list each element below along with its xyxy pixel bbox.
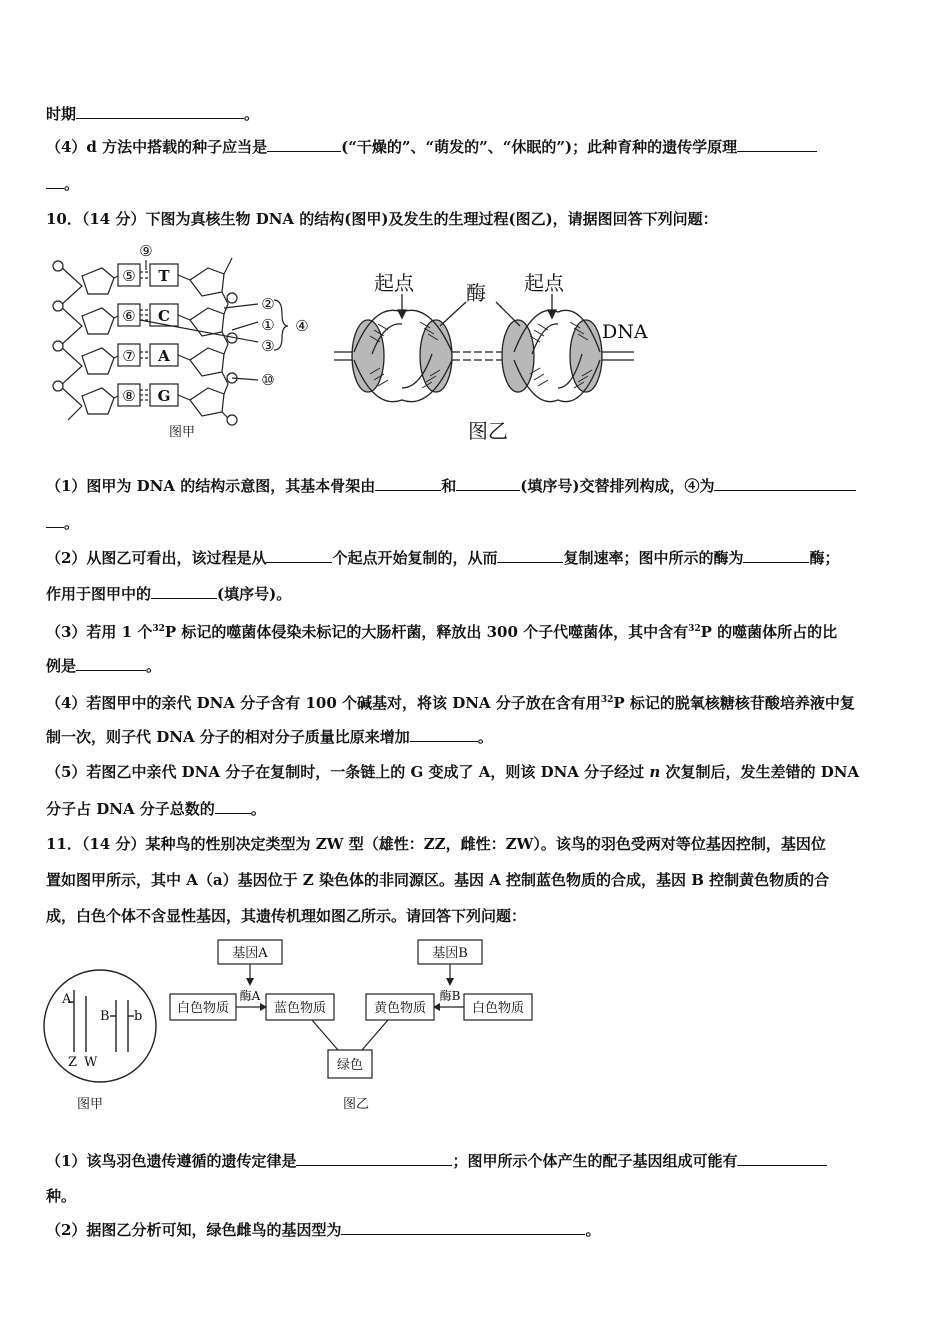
q9-period-end: 。 bbox=[244, 105, 260, 123]
green-phenotype: 绿色 bbox=[336, 1058, 364, 1073]
answer-blank[interactable] bbox=[714, 476, 856, 491]
caption-yi: 图乙 bbox=[468, 419, 508, 443]
answer-blank[interactable] bbox=[267, 137, 341, 152]
label-5: ⑤ bbox=[122, 267, 136, 285]
q10-subq4-line2 bbox=[46, 727, 906, 747]
answer-blank[interactable] bbox=[737, 137, 817, 152]
q11-figure-jia bbox=[40, 966, 170, 1116]
label-9: ⑨ bbox=[139, 242, 153, 260]
answer-blank[interactable] bbox=[375, 476, 441, 491]
q10-p2-text-b: 个起点开始复制的，从而 bbox=[332, 549, 498, 567]
q11-p2-end: 。 bbox=[585, 1221, 601, 1239]
label-3: ③ bbox=[261, 337, 275, 355]
q10-p3-text-d: 例是 bbox=[46, 657, 77, 675]
caption-jia: 图甲 bbox=[168, 425, 196, 440]
q10-p4-text-b: P 标记的脱氧核糖核苷酸培养液中复 bbox=[613, 694, 855, 712]
gene-a-label: A bbox=[62, 992, 72, 1007]
q9-period-text: 时期 bbox=[46, 105, 77, 123]
label-4: ④ bbox=[295, 317, 309, 335]
q10-figure-yi bbox=[334, 262, 674, 447]
q10-p2-text-c: 复制速率；图中所示的酶为 bbox=[563, 549, 744, 567]
q10-p5-text-c: 分子占 DNA 分子总数的 bbox=[46, 800, 215, 818]
q10-subq3-line2 bbox=[46, 656, 906, 676]
caption-yi: 图乙 bbox=[342, 1097, 370, 1112]
q10-subq2-line2 bbox=[46, 584, 906, 604]
gene-b-recessive-label: b bbox=[134, 1009, 143, 1024]
answer-blank[interactable] bbox=[341, 1220, 585, 1235]
q9-subq4-line1 bbox=[46, 137, 906, 157]
q10-p5-text-b: 次复制后，发生差错的 DNA bbox=[665, 763, 860, 781]
q11-header-line3: 成，白色个体不含显性基因，其遗传机理如图乙所示。请回答下列问题： bbox=[46, 907, 527, 925]
q10-subq4-line1 bbox=[46, 690, 906, 713]
answer-blank[interactable] bbox=[743, 548, 809, 563]
base-t: T bbox=[158, 267, 170, 285]
gene-b-box: 基因B bbox=[432, 946, 468, 961]
answer-blank[interactable] bbox=[266, 548, 332, 563]
label-10: ⑩ bbox=[261, 371, 275, 389]
gene-b-label: B bbox=[100, 1009, 110, 1024]
q10-p2-text-a: （2）从图乙可看出，该过程是从 bbox=[46, 549, 267, 567]
q10-p2-text-f: (填序号)。 bbox=[217, 585, 292, 603]
q10-subq3-line1 bbox=[46, 619, 906, 642]
white-substance-left: 白色物质 bbox=[176, 1001, 230, 1016]
q11-figure-yi bbox=[168, 936, 538, 1116]
q11-p2-text-a: （2）据图乙分析可知，绿色雌鸟的基因型为 bbox=[46, 1221, 342, 1239]
q10-p1-text-b: 和 bbox=[441, 477, 457, 495]
q10-subq1-line2 bbox=[46, 513, 906, 533]
q10-p4-end: 。 bbox=[477, 728, 493, 746]
q11-header-line2: 置如图甲所示，其中 A（a）基因位于 Z 染色体的非同源区。基因 A 控制蓝色物质的合成，基因 B 控制黄色物质的合 bbox=[46, 871, 830, 889]
base-c: C bbox=[158, 307, 170, 325]
origin-left-label: 起点 bbox=[374, 271, 414, 295]
answer-blank[interactable] bbox=[456, 476, 520, 491]
superscript-32: 32 bbox=[152, 624, 165, 634]
label-2: ② bbox=[261, 295, 275, 313]
q9-p4-text-a: （4）d 方法中搭载的种子应当是 bbox=[46, 138, 268, 156]
q10-subq5-line2 bbox=[46, 799, 906, 819]
q11-subq1-line2: 种。 bbox=[46, 1187, 77, 1205]
q10-figure-jia bbox=[42, 238, 322, 448]
q10-p3-text-b: P 标记的噬菌体侵染未标记的大肠杆菌，释放出 300 个子代噬菌体，其中含有 bbox=[164, 623, 689, 641]
label-7: ⑦ bbox=[122, 347, 136, 365]
q10-p5-end: 。 bbox=[250, 800, 266, 818]
q10-p1-text-c: (填序号)交替排列构成，④为 bbox=[520, 477, 715, 495]
chromosome-z-label: Z bbox=[68, 1055, 78, 1070]
enzyme-label: 酶 bbox=[466, 281, 486, 305]
superscript-32: 32 bbox=[688, 624, 701, 634]
chromosome-w-label: W bbox=[84, 1055, 98, 1070]
q9-p4-text-b: (“干燥的”、“萌发的”、“休眠的”)；此种育种的遗传学原理 bbox=[341, 138, 738, 156]
q10-subq2-line1 bbox=[46, 548, 906, 568]
answer-blank[interactable] bbox=[215, 799, 251, 814]
q9-line-period bbox=[46, 104, 906, 124]
q10-p5-text-a: （5）若图乙中亲代 DNA 分子在复制时，一条链上的 G 变成了 A，则该 DNA 分子经过 bbox=[46, 763, 645, 781]
q10-p4-text-c: 制一次，则子代 DNA 分子的相对分子质量比原来增加 bbox=[46, 728, 410, 746]
caption-jia: 图甲 bbox=[76, 1097, 104, 1112]
q10-p2-text-e: 作用于图甲中的 bbox=[46, 585, 152, 603]
dna-label: DNA bbox=[602, 321, 648, 343]
answer-blank[interactable] bbox=[737, 1151, 827, 1166]
q11-subq1-line1 bbox=[46, 1151, 906, 1171]
origin-right-label: 起点 bbox=[524, 271, 564, 295]
q10-p3-text-a: （3）若用 1 个 bbox=[46, 623, 153, 641]
q10-subq5-line1 bbox=[46, 762, 906, 782]
q11-header-line1: 11．（14 分）某种鸟的性别决定类型为 ZW 型（雄性：ZZ，雌性：ZW）。该鸟的羽色受两对等位基因控制，基因位 bbox=[46, 835, 826, 853]
answer-blank[interactable] bbox=[497, 548, 563, 563]
label-6: ⑥ bbox=[122, 307, 136, 325]
gene-a-box: 基因A bbox=[232, 946, 268, 961]
superscript-32: 32 bbox=[600, 695, 614, 705]
q10-p1-end: 。 bbox=[64, 514, 80, 532]
variable-n: n bbox=[649, 763, 661, 781]
q10-p1-text-a: （1）图甲为 DNA 的结构示意图，其基本骨架由 bbox=[46, 477, 376, 495]
enzyme-b-label: 酶B bbox=[439, 989, 461, 1003]
answer-blank[interactable] bbox=[151, 584, 217, 599]
label-8: ⑧ bbox=[122, 387, 136, 405]
q11-p1-text-a: （1）该鸟羽色遗传遵循的遗传定律是 bbox=[46, 1152, 297, 1170]
q10-p4-text-a: （4）若图甲中的亲代 DNA 分子含有 100 个碱基对，将该 DNA 分子放在含有用 bbox=[46, 694, 601, 712]
q11-p1-text-b: ；图甲所示个体产生的配子基因组成可能有 bbox=[452, 1152, 738, 1170]
q10-subq1-line1 bbox=[46, 476, 906, 496]
answer-blank[interactable] bbox=[410, 727, 478, 742]
q9-subq4-line2 bbox=[46, 174, 906, 194]
q9-p4-end: 。 bbox=[64, 175, 80, 193]
q10-p2-text-d: 酶； bbox=[809, 549, 840, 567]
q11-subq2-line1 bbox=[46, 1220, 906, 1240]
q10-p3-end: 。 bbox=[146, 657, 162, 675]
white-substance-right: 白色物质 bbox=[471, 1001, 525, 1016]
enzyme-a-label: 酶A bbox=[239, 989, 261, 1003]
label-1: ① bbox=[261, 316, 275, 334]
blue-substance: 蓝色物质 bbox=[273, 1001, 327, 1016]
base-g: G bbox=[157, 387, 171, 405]
answer-blank[interactable] bbox=[46, 513, 64, 528]
yellow-substance: 黄色物质 bbox=[373, 1001, 427, 1016]
answer-blank[interactable] bbox=[76, 104, 244, 119]
answer-blank[interactable] bbox=[76, 656, 146, 671]
base-a: A bbox=[158, 347, 170, 365]
q10-header: 10．（14 分）下图为真核生物 DNA 的结构(图甲)及发生的生理过程(图乙)，请据图回答下列问题： bbox=[46, 210, 718, 228]
answer-blank[interactable] bbox=[296, 1151, 452, 1166]
answer-blank[interactable] bbox=[46, 174, 64, 189]
q10-p3-text-c: P 的噬菌体所占的比 bbox=[700, 623, 838, 641]
